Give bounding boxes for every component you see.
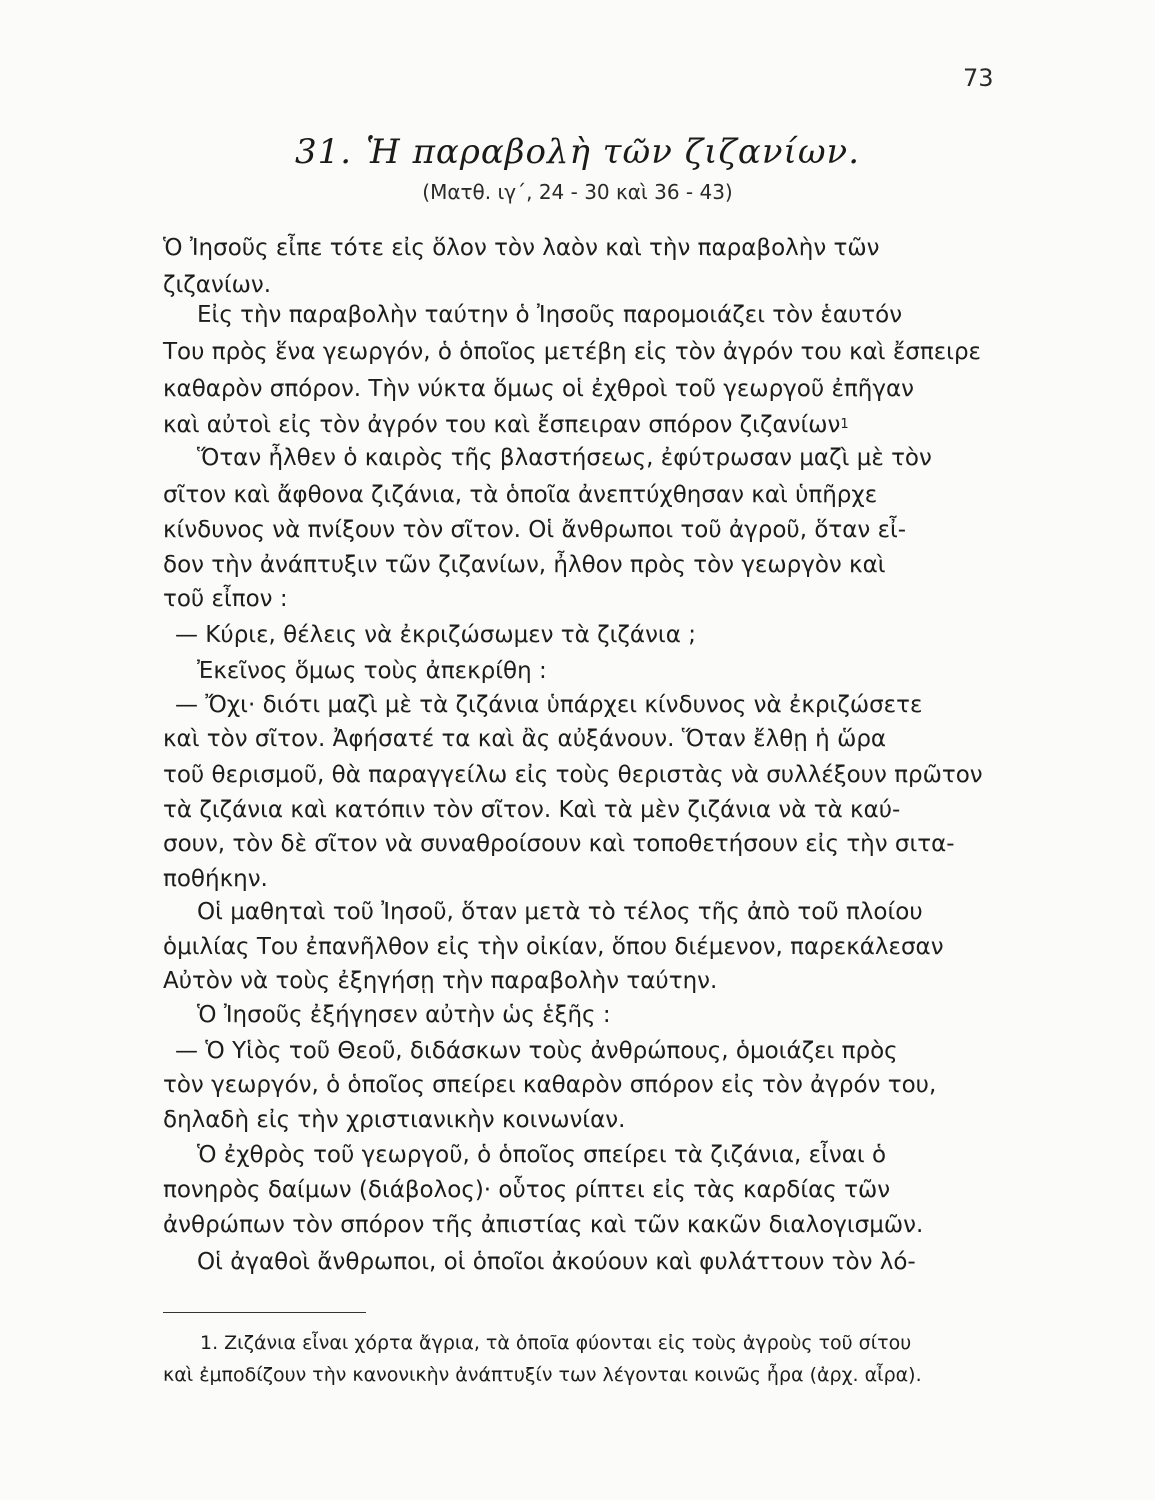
text-line: ἀνθρώπων τὸν σπόρον τῆς ἀπιστίας καὶ τῶν κακῶν διαλογισμῶν. [163, 1212, 924, 1238]
text-line: δον τὴν ἀνάπτυξιν τῶν ζιζανίων, ἦλθον πρὸς τὸν γεωργὸν καὶ [163, 552, 886, 578]
text-line: τὰ ζιζάνια καὶ κατόπιν τὸν σῖτον. Καὶ τὰ μὲν ζιζάνια νὰ τὰ καύ- [163, 797, 901, 823]
text-line: — Ὁ Υἱὸς τοῦ Θεοῦ, διδάσκων τοὺς ἀνθρώπους, ὁμοιάζει πρὸς [175, 1038, 898, 1064]
text-line: τοῦ εἶπον : [163, 586, 288, 612]
text-line: ζιζανίων. [163, 272, 272, 298]
chapter-title-text: Ἡ παραβολὴ τῶν ζιζανίων. [366, 132, 861, 172]
text-line: τοῦ θερισμοῦ, θὰ παραγγείλω εἰς τοὺς θεριστὰς νὰ συλλέξουν πρῶτον [163, 762, 983, 788]
text-line: Εἰς τὴν παραβολὴν ταύτην ὁ Ἰησοῦς παρομοιάζει τὸν ἑαυτόν [197, 302, 903, 328]
scripture-reference: (Ματθ. ιγ΄, 24 - 30 καὶ 36 - 43) [422, 180, 733, 204]
footnote-divider [163, 1312, 366, 1313]
text-line: Του πρὸς ἕνα γεωργόν, ὁ ὁποῖος μετέβη εἰς τὸν ἀγρόν του καὶ ἔσπειρε [163, 339, 981, 365]
text-line: Οἱ μαθηταὶ τοῦ Ἰησοῦ, ὅταν μετὰ τὸ τέλος τῆς ἀπὸ τοῦ πλοίου [197, 899, 923, 925]
text-line: — Κύριε, θέλεις νὰ ἐκριζώσωμεν τὰ ζιζάνια ; [175, 622, 696, 648]
footnote-marker: 1 [840, 417, 849, 432]
text-line: Ἐκεῖνος ὅμως τοὺς ἀπεκρίθη : [197, 658, 547, 684]
footnote-line: καὶ ἐμποδίζουν τὴν κανονικὴν ἀνάπτυξίν των λέγονται κοινῶς ἦρα (ἀρχ. αἶρα). [163, 1364, 922, 1386]
text-line: Ὁ Ἰησοῦς εἶπε τότε εἰς ὅλον τὸν λαὸν καὶ τὴν παραβολὴν τῶν [163, 235, 880, 261]
text-line: δηλαδὴ εἰς τὴν χριστιανικὴν κοινωνίαν. [163, 1107, 626, 1133]
text-line: κίνδυνος νὰ πνίξουν τὸν σῖτον. Οἱ ἄνθρωποι τοῦ ἀγροῦ, ὅταν εἶ- [163, 517, 907, 543]
text-line: Ὅταν ἦλθεν ὁ καιρὸς τῆς βλαστήσεως, ἐφύτρωσαν μαζὶ μὲ τὸν [197, 445, 932, 471]
text-line: καὶ αὐτοὶ εἰς τὸν ἀγρόν του καὶ ἔσπειραν σπόρον ζιζανίων 1 [163, 412, 849, 438]
chapter-number: 31. [294, 132, 353, 172]
text-line: Ὁ ἐχθρὸς τοῦ γεωργοῦ, ὁ ὁποῖος σπείρει τὰ ζιζάνια, εἶναι ὁ [197, 1142, 887, 1168]
chapter-title [0, 132, 1155, 172]
text-line: — Ὄχι· διότι μαζὶ μὲ τὰ ζιζάνια ὑπάρχει κίνδυνος νὰ ἐκριζώσετε [175, 692, 923, 718]
text-line: καὶ τὸν σῖτον. Ἀφήσατέ τα καὶ ἂς αὐξάνουν. Ὅταν ἔλθῃ ἡ ὥρα [163, 726, 887, 752]
text-line: Οἱ ἀγαθοὶ ἄνθρωποι, οἱ ὁποῖοι ἀκούουν καὶ φυλάττουν τὸν λό- [197, 1249, 916, 1275]
text-line: Ὁ Ἰησοῦς ἐξήγησεν αὐτὴν ὡς ἑξῆς : [197, 1002, 611, 1028]
text-line: πονηρὸς δαίμων (διάβολος)· οὗτος ρίπτει εἰς τὰς καρδίας τῶν [163, 1177, 891, 1203]
text-line: τὸν γεωργόν, ὁ ὁποῖος σπείρει καθαρὸν σπόρον εἰς τὸν ἀγρόν του, [163, 1072, 937, 1098]
text-line: σουν, τὸν δὲ σῖτον νὰ συναθροίσουν καὶ τοποθετήσουν εἰς τὴν σιτα- [163, 831, 955, 857]
text-line: ποθήκην. [163, 866, 268, 892]
text-line: καθαρὸν σπόρον. Τὴν νύκτα ὅμως οἱ ἐχθροὶ τοῦ γεωργοῦ ἐπῆγαν [163, 376, 914, 402]
page-number: 73 [963, 64, 994, 92]
footnote-line: 1. Ζιζάνια εἶναι χόρτα ἄγρια, τὰ ὁποῖα φύονται εἰς τοὺς ἀγροὺς τοῦ σίτου [200, 1332, 912, 1354]
text-line: σῖτον καὶ ἄφθονα ζιζάνια, τὰ ὁποῖα ἀνεπτύχθησαν καὶ ὑπῆρχε [163, 482, 878, 508]
text-line: Αὐτὸν νὰ τοὺς ἐξηγήσῃ τὴν παραβολὴν ταύτην. [163, 968, 718, 994]
text-line: ὁμιλίας Του ἐπανῆλθον εἰς τὴν οἰκίαν, ὅπου διέμενον, παρεκάλεσαν [163, 934, 944, 960]
